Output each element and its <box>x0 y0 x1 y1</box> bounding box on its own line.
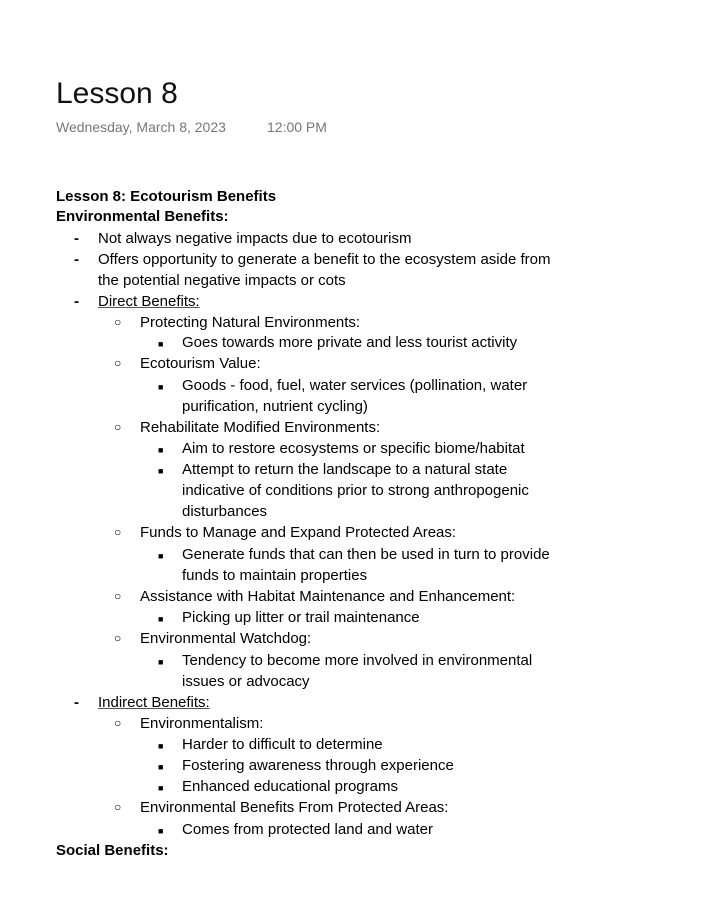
square-bullet: ■ <box>158 762 164 772</box>
social-heading: Social Benefits: <box>56 842 169 859</box>
square-bullet: ■ <box>158 382 164 392</box>
square-bullet: ■ <box>158 339 164 349</box>
direct-benefits-heading: Direct Benefits: <box>98 293 200 310</box>
list-item: Goes towards more private and less tourist activity <box>182 334 518 351</box>
circle-bullet: ○ <box>114 800 122 814</box>
list-item: Not always negative impacts due to ecotourism <box>98 230 412 247</box>
square-bullet: ■ <box>158 551 164 561</box>
square-bullet: ■ <box>158 466 164 476</box>
square-bullet: ■ <box>158 657 164 667</box>
circle-bullet: ○ <box>114 315 122 329</box>
list-item: Aim to restore ecosystems or specific biome/habitat <box>182 440 525 457</box>
list-item-continuation: the potential negative impacts or cots <box>98 272 346 289</box>
list-item-continuation: disturbances <box>182 503 268 520</box>
square-bullet: ■ <box>158 783 164 793</box>
page-title: Lesson 8 <box>56 77 178 110</box>
circle-bullet: ○ <box>114 525 122 539</box>
list-item: Offers opportunity to generate a benefit to the ecosystem aside from <box>98 251 551 268</box>
list-item: Environmentalism: <box>140 715 264 732</box>
page-date: Wednesday, March 8, 2023 <box>56 119 226 135</box>
list-item: Tendency to become more involved in environmental <box>182 652 533 669</box>
square-bullet: ■ <box>158 826 164 836</box>
square-bullet: ■ <box>158 741 164 751</box>
dash-bullet: - <box>74 293 79 310</box>
list-item: Rehabilitate Modified Environments: <box>140 419 381 436</box>
indirect-benefits-heading: Indirect Benefits: <box>98 694 210 711</box>
lesson-heading: Lesson 8: Ecotourism Benefits <box>56 188 277 205</box>
circle-bullet: ○ <box>114 356 122 370</box>
list-item: Assistance with Habitat Maintenance and Enhancement: <box>140 588 516 605</box>
list-item-continuation: issues or advocacy <box>182 673 310 690</box>
dash-bullet: - <box>74 230 79 247</box>
list-item-continuation: indicative of conditions prior to strong anthropogenic <box>182 482 529 499</box>
square-bullet: ■ <box>158 614 164 624</box>
list-item: Ecotourism Value: <box>140 355 261 372</box>
list-item: Goods - food, fuel, water services (pollination, water <box>182 377 528 394</box>
list-item: Comes from protected land and water <box>182 821 433 838</box>
circle-bullet: ○ <box>114 631 122 645</box>
list-item-continuation: funds to maintain properties <box>182 567 368 584</box>
list-item: Enhanced educational programs <box>182 778 398 795</box>
list-item: Harder to difficult to determine <box>182 736 383 753</box>
circle-bullet: ○ <box>114 589 122 603</box>
square-bullet: ■ <box>158 445 164 455</box>
dash-bullet: - <box>74 694 79 711</box>
list-item: Protecting Natural Environments: <box>140 314 361 331</box>
circle-bullet: ○ <box>114 420 122 434</box>
list-item-continuation: purification, nutrient cycling) <box>182 398 368 415</box>
list-item: Funds to Manage and Expand Protected Areas: <box>140 524 457 541</box>
environmental-heading: Environmental Benefits: <box>56 208 229 225</box>
list-item: Fostering awareness through experience <box>182 757 454 774</box>
list-item: Environmental Watchdog: <box>140 630 312 647</box>
dash-bullet: - <box>74 251 79 268</box>
circle-bullet: ○ <box>114 716 122 730</box>
list-item: Generate funds that can then be used in turn to provide <box>182 546 550 563</box>
list-item: Attempt to return the landscape to a natural state <box>182 461 508 478</box>
list-item: Picking up litter or trail maintenance <box>182 609 420 626</box>
page-time: 12:00 PM <box>267 119 327 135</box>
list-item: Environmental Benefits From Protected Areas: <box>140 799 449 816</box>
